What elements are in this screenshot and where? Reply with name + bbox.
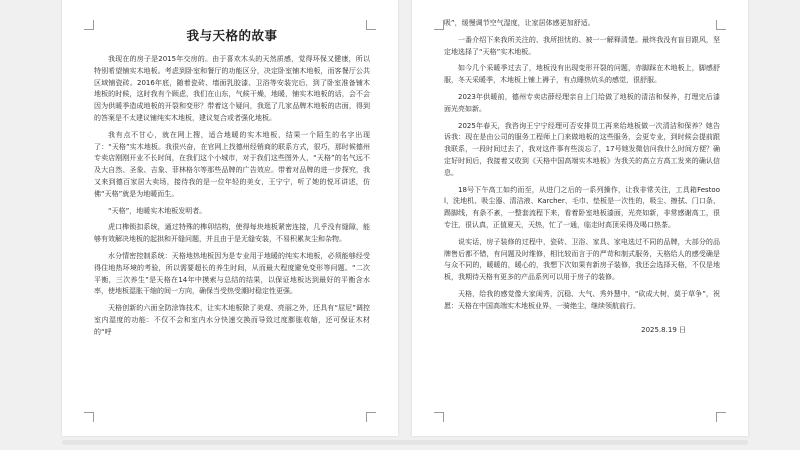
paragraph: 水分情密控制系统：天格地热地板因为是专业用于地暖的纯实木地板，必须能够经受得住地热环境的考验，所以需要超长的养生时间，从而最大程度避免变形等问题。“二次平衡，三次养生”是天格在14年中摸索与总结的结果，以保证地板达到最好的平衡含水率，使地板湿胀干缩的间一方向，确保当受热受潮时稳定性更强。: [94, 251, 370, 296]
document-title: 我与天格的故事: [186, 28, 278, 43]
paragraph: 我现在的房子是2015年交房的。由于喜欢木头的天然质感，觉得环保又健康，所以特别希望铺实木地板。考虑到卧室和餐厅的功能区分，决定卧室铺木地板，而客餐厅公共区域铺瓷砖。2016年底，随着瓷砖、墙面乳胶漆、卫浴等安装完后，到了卧室准备铺木地板的时候，这时我有个顾虑，我们在山东，气候干燥，地暖，铺实木地板的话，会不会因为供暖季造成地板的开裂和变形？带着这个疑问，我逛了几家品牌木地板的店面，得到的答案是不太建议铺纯实木地板，建议复合或者强化地板。: [94, 55, 370, 122]
paragraph: 2023年供暖前，德州专卖店薛经理亲自上门给做了地板的清洁和保养，打理完后漆面光亮如新。: [444, 92, 720, 113]
page-corner-mark: [366, 412, 376, 422]
paragraph: 如今几个采暖季过去了，地板没有出现变形开裂的问题，赤脚踩在木地板上，脚感舒服，冬天采暖季，木地板上铺上褥子，有点睡热炕头的感觉，很舒服。: [444, 64, 720, 85]
paragraph: 一番介绍下来我所关注的、我所担忧的、被一一解释清楚。最终我没有盲目跟风，坚定地选择了“天格”实木地板。: [444, 35, 720, 56]
document-page-1: [62, 0, 398, 436]
paragraph: 虎口榫锁扣系统，通过特殊的榫卯结构，使得每块地板紧密连接，几乎没有缝隙，能够有效解决地板的起拱和开缝问题，并且由于是无缝安装，不易积累灰尘和杂物。: [94, 223, 370, 244]
page-corner-mark: [434, 412, 444, 422]
paragraph: “天格”，地暖实木地板发明者。: [108, 206, 207, 215]
page-corner-mark: [84, 20, 94, 30]
paragraph: 我有点不甘心，就在网上搜，适合地暖的实木地板，结果一个陌生的名字出现了：“天格”实木地板。我很兴奋，在官网上找德州经销商的联系方式，很巧，那时候德州专卖店刚刚开业不长时间，在我们这个小城市，对于我们这些图外人，“天格”的名气远不及大自然、圣象、吉象、菲林格尔等那些品牌的广告效应。带着对品牌的进一步探究，我又来到德百家居大卖场，接待我的是一位年轻的美女，王宁宁，听了她的悦耳讲述，仿佛“天格”就是为地暖而生。: [94, 130, 370, 198]
paragraph: 18号下午高工如约而至，从进门之后的一系列操作，让我非常关注，工具箱Festool，洗地机、吸尘器、清洁液、Karcher、毛巾、垫板是一次性的，吸尘、擦拭、门口条、踢脚线，有条不紊，一整套流程下来，看着卧室地板漆面，光亮如新，非常感谢高工，很专注，很认真，正值夏天，天热，忙了一通，临走时高顶采得及喝口热茶。: [444, 185, 720, 229]
paragraph-continuation: 吸”，缓慢调节空气湿度，让家居体感更加舒适。: [444, 19, 595, 27]
document-date: 2025.8.19 日: [641, 325, 686, 334]
document-page-2: [412, 0, 748, 436]
paragraph: 说实话，房子装修的过程中，瓷砖、卫浴、家具、家电选过不同的品牌，大部分的品牌售后都不错，有问题及时维修，相比较而言于的严苛和制式服务，天格给人的感受确是与众不同的，暖暖的，暖心的，我想下次如果有新房子装修，我还会选择天格，不仅是地板，我期待天格有更多的产品系列可以用于房子的装修。: [444, 237, 720, 282]
page-1-text-body[interactable]: [94, 24, 370, 344]
page-corner-mark: [716, 412, 726, 422]
page-corner-mark: [434, 20, 444, 30]
paragraph: 天格，给我的感觉像大家闺秀，沉稳、大气、秀外慧中，“砍成大树，莫于草争”，祝愿：天格在中国高端实木地板业界，一骑绝尘，继续领航前行。: [444, 289, 720, 310]
page-2-text-body[interactable]: [444, 18, 720, 335]
page-corner-mark: [84, 412, 94, 422]
horizontal-scrollbar[interactable]: [62, 440, 748, 445]
paragraph: 天格创新的六面全防涂饰技术，让实木地板除了美观、亮丽之外，还具有“屈尼”调控室内湿度的功能：不仅不会和室内水分快速交换而导致过度膨胀收缩，还可保证木材的“呼: [94, 304, 370, 336]
paragraph: 2025年春天，我咨询王宁宁经理可否安排员工再来给地板做一次清洁和保养？她告诉我：现在是由公司的服务工程师上门来做地板的这些服务，会更专业，到时候会提前跟我联系，一段时间过去了，我对这件事有些淡忘了，17号她发微信问我什么时间方便？确定好时间后，我接着又收到《天格中国高端实木地板》为我关的高立方高工发来的确认信息。: [444, 121, 720, 177]
